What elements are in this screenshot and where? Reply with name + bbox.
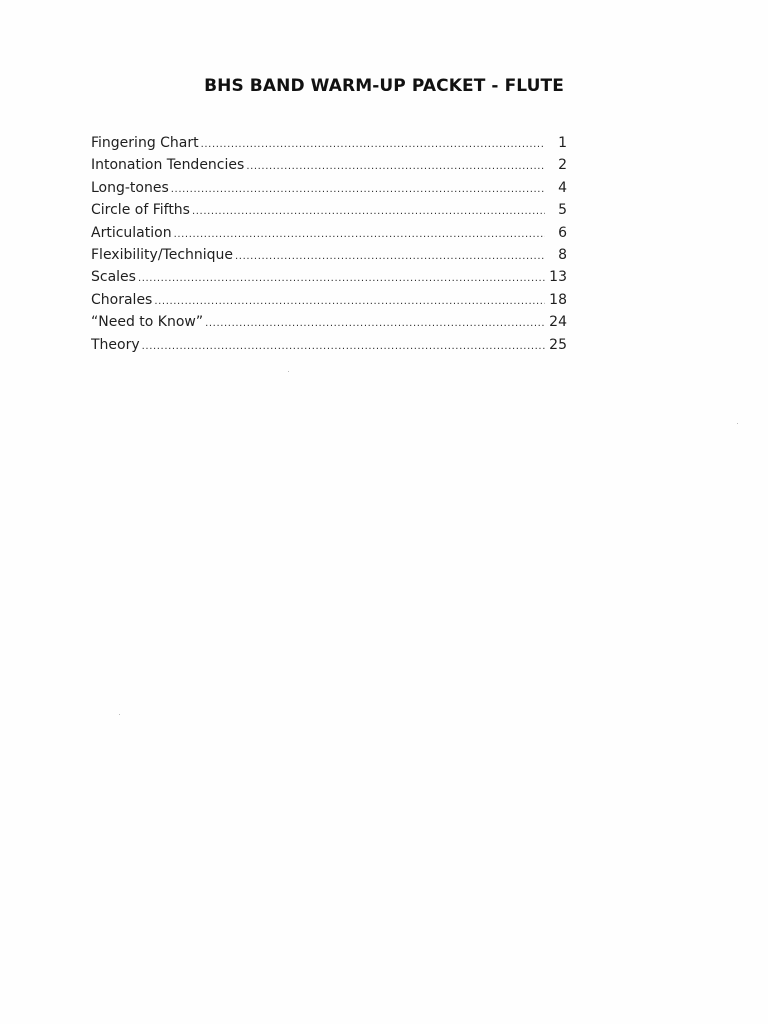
toc-entry-page: 25 [549,336,567,353]
toc-entry [91,289,567,311]
toc-entry-page: 1 [558,135,567,151]
toc-entry [91,334,567,356]
toc-dot-leader [203,313,545,333]
toc-entry-label: Scales [91,269,136,286]
table-of-contents [91,132,567,356]
toc-entry [91,311,567,333]
toc-entry-label: Circle of Fifths [91,202,190,219]
toc-dot-leader [190,201,545,221]
scan-speck [119,714,120,715]
toc-entry-label: Chorales [91,291,153,308]
toc-dot-leader [136,268,545,288]
scan-speck [737,423,738,424]
toc-entry-label: “Need to Know” [91,314,204,331]
toc-entry-page: 18 [549,291,567,308]
toc-dot-leader [172,224,545,244]
toc-entry-label: Theory [91,336,140,353]
toc-dot-leader [152,291,545,311]
toc-entry [91,132,567,154]
toc-entry [91,177,567,199]
toc-entry [91,222,567,244]
toc-entry [91,154,567,176]
toc-dot-leader [233,246,545,266]
toc-dot-leader [244,156,545,176]
toc-entry-label: Long-tones [91,179,169,196]
toc-entry-page: 13 [549,269,567,286]
toc-entry [91,244,567,266]
toc-dot-leader [199,134,545,154]
toc-dot-leader [140,336,545,356]
toc-entry [91,266,567,288]
toc-entry-label: Flexibility/Technique [91,246,234,263]
toc-entry-page: 6 [558,224,567,241]
toc-entry-page: 24 [549,314,567,331]
toc-entry-label: Fingering Chart [91,135,199,151]
toc-entry-page: 5 [558,202,567,219]
scan-speck [288,371,289,372]
toc-dot-leader [169,179,545,199]
toc-entry-label: Intonation Tendencies [91,157,245,174]
document-title: BHS BAND WARM-UP PACKET - FLUTE [204,76,564,96]
toc-entry-page: 8 [558,246,567,263]
toc-entry [91,199,567,221]
toc-entry-page: 2 [558,157,567,174]
toc-entry-page: 4 [558,179,567,196]
toc-entry-label: Articulation [91,224,172,241]
